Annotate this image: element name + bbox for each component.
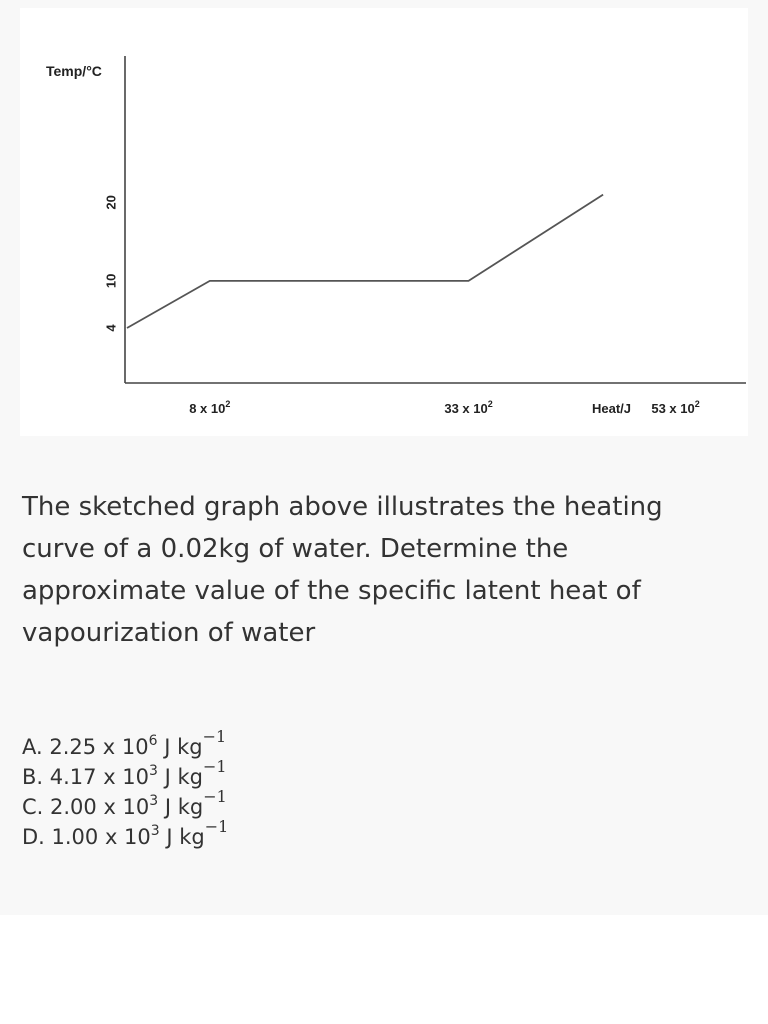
x-tick-mantissa: 53 x 10 — [651, 401, 695, 416]
x-tick-exponent: 2 — [225, 399, 231, 409]
x-tick-mantissa: 8 x 10 — [189, 401, 226, 416]
option-d-exponent: 3 — [150, 823, 160, 839]
x-tick-label — [189, 399, 230, 416]
y-tick-label-4: 4 — [103, 324, 119, 332]
y-tick-label-10: 10 — [103, 273, 119, 289]
option-c-unit-exponent: −1 — [203, 787, 227, 806]
chart-svg — [20, 8, 748, 436]
y-tick-label-20: 20 — [103, 195, 119, 210]
option-a-unit: J kg — [157, 735, 203, 759]
option-b-exponent: 3 — [149, 763, 158, 779]
x-tick-label — [651, 399, 699, 416]
y-axis-label: Temp/°C — [46, 63, 102, 79]
question-text: The sketched graph above illustrates the heating curve of a 0.02kg of water. Determine the approximate value of the specific latent heat of vapourization of water — [22, 492, 663, 648]
option-a-value: A. 2.25 x 10 — [22, 735, 149, 759]
option-a-exponent: 6 — [148, 733, 158, 749]
heating-curve-chart — [20, 8, 748, 436]
option-d-unit-exponent: −1 — [204, 817, 229, 836]
answer-options — [22, 727, 229, 852]
option-b-unit-exponent: −1 — [202, 757, 227, 776]
option-b[interactable] — [22, 757, 228, 792]
option-a[interactable] — [22, 727, 228, 762]
option-d-value: D. 1.00 x 10 — [22, 825, 151, 849]
option-d[interactable] — [22, 817, 229, 852]
option-a-unit-exponent: −1 — [202, 727, 227, 746]
x-tick-exponent: 2 — [694, 399, 700, 409]
heating-curve-line — [127, 195, 603, 328]
x-tick-exponent: 2 — [487, 399, 493, 409]
option-b-unit: J kg — [157, 765, 203, 789]
x-tick-label — [444, 399, 492, 416]
option-c-exponent: 3 — [149, 793, 159, 809]
option-c-unit: J kg — [158, 795, 204, 819]
option-b-value: B. 4.17 x 10 — [22, 765, 150, 789]
option-c-value: C. 2.00 x 10 — [22, 795, 150, 819]
x-tick-mantissa: 33 x 10 — [444, 401, 488, 416]
option-d-unit: J kg — [159, 825, 205, 849]
option-c[interactable] — [22, 787, 228, 822]
x-axis-label: Heat/J — [592, 401, 632, 416]
